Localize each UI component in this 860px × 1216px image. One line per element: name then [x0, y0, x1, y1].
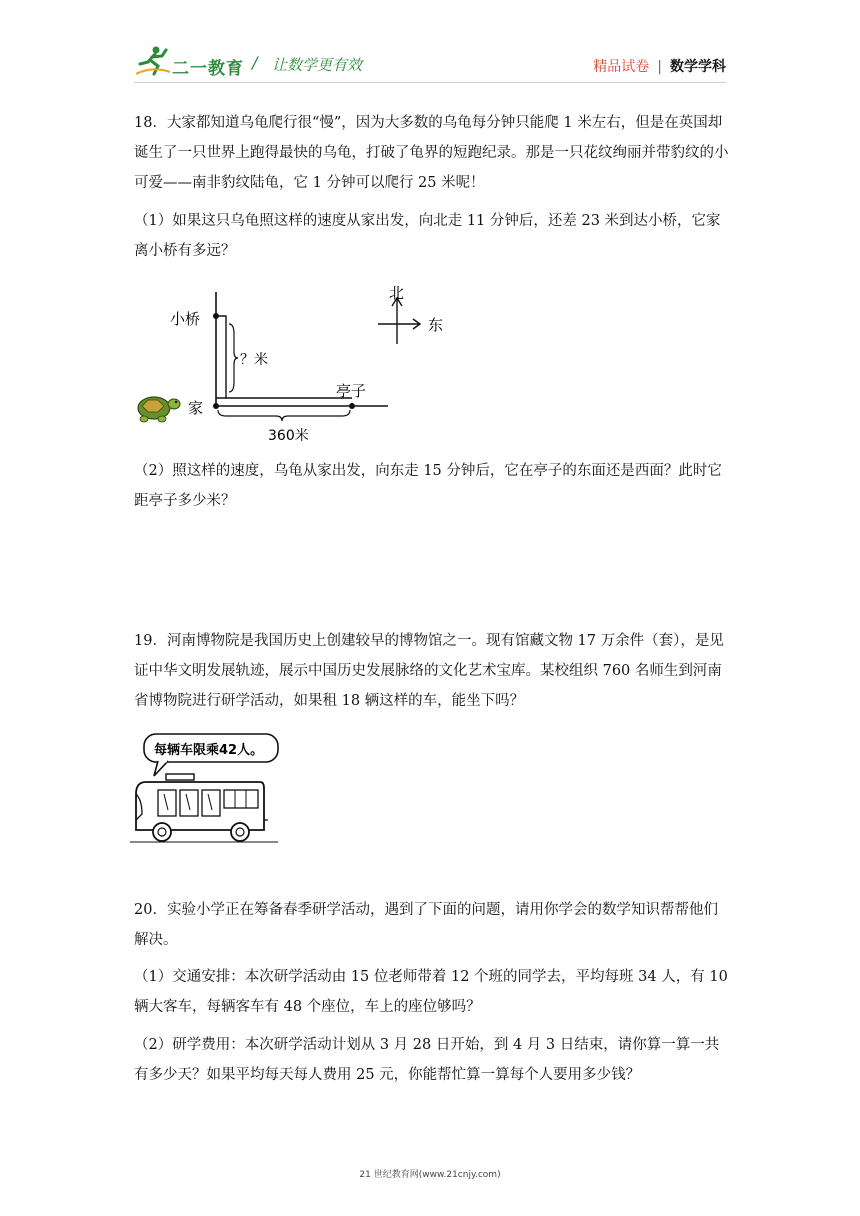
bridge-label: 小桥	[170, 310, 201, 328]
q18-part1: （1）如果这只乌龟照这样的速度从家出发，向北走 11 分钟后，还差 23 米到达小桥，它家离小桥有多远？	[134, 213, 721, 259]
bridge-point	[213, 313, 219, 319]
unknown-distance-label: ？米	[240, 352, 268, 368]
page-footer: 21 世纪教育网(www.21cnjy.com)	[359, 1170, 501, 1180]
q20-part1: （1）交通安排：本次研学活动由 15 位老师带着 12 个班的同学去，平均每班 34 人，有 10 辆大客车，每辆客车有 48 个座位，车上的座位够吗？	[134, 969, 728, 1015]
pavilion-point	[349, 403, 355, 409]
home-pavilion-distance: 360米	[268, 428, 309, 444]
turtle-icon	[138, 397, 180, 422]
header-rule	[134, 82, 726, 83]
runner-logo-icon	[136, 44, 170, 78]
home-point	[213, 403, 219, 409]
bus-illustration	[128, 730, 288, 848]
pavilion-label: 亭子	[336, 382, 367, 400]
home-label: 家	[188, 399, 204, 417]
east-label: 东	[428, 316, 444, 334]
q18-stem: 18．大家都知道乌龟爬行很“慢”，因为大多数的乌龟每分钟只能爬 1 米左右，但是在英国却诞生了一只世界上跑得最快的乌龟，打破了龟界的短跑纪录。那是一只花纹绚丽并带豹纹的小可爱——南非豹纹陆龟，它 1 分钟可以爬行 25 米呢！	[134, 115, 729, 191]
header-slash: /	[252, 53, 258, 72]
header-label-subject: 数学学科	[670, 59, 726, 75]
brand-slogan: 让数学更有效	[272, 56, 363, 74]
q19-stem: 19．河南博物院是我国历史上创建较早的博物馆之一。现有馆藏文物 17 万余件（套），是见证中华文明发展轨迹，展示中国历史发展脉络的文化艺术宝库。某校组织 760 名师生到河南省博物院进行研学活动，如果租 18 辆这样的车，能坐下吗？	[134, 633, 724, 709]
header-label-premium: 精品试卷	[593, 59, 650, 75]
q20-stem: 20．实验小学正在筹备春季研学活动，遇到了下面的问题，请用你学会的数学知识帮帮他们解决。	[134, 902, 718, 948]
page-header	[0, 0, 860, 90]
header-right	[593, 56, 726, 76]
q18-part2: （2）照这样的速度，乌龟从家出发，向东走 15 分钟后，它在亭子的东面还是西面？此时它距亭子多少米？	[134, 463, 722, 509]
q20-part2: （2）研学费用：本次研学活动计划从 3 月 28 日开始，到 4 月 3 日结束，请你算一算一共有多少天？如果平均每天每人费用 25 元，你能帮忙算一算每个人要用多少钱？	[134, 1037, 720, 1083]
q18-map-diagram	[130, 278, 470, 450]
brand-name: 二一教育	[172, 59, 244, 79]
header-separator: |	[657, 59, 662, 75]
north-label: 北	[389, 284, 405, 302]
bus-capacity-bubble: 每辆车限乘42人。	[154, 743, 264, 758]
